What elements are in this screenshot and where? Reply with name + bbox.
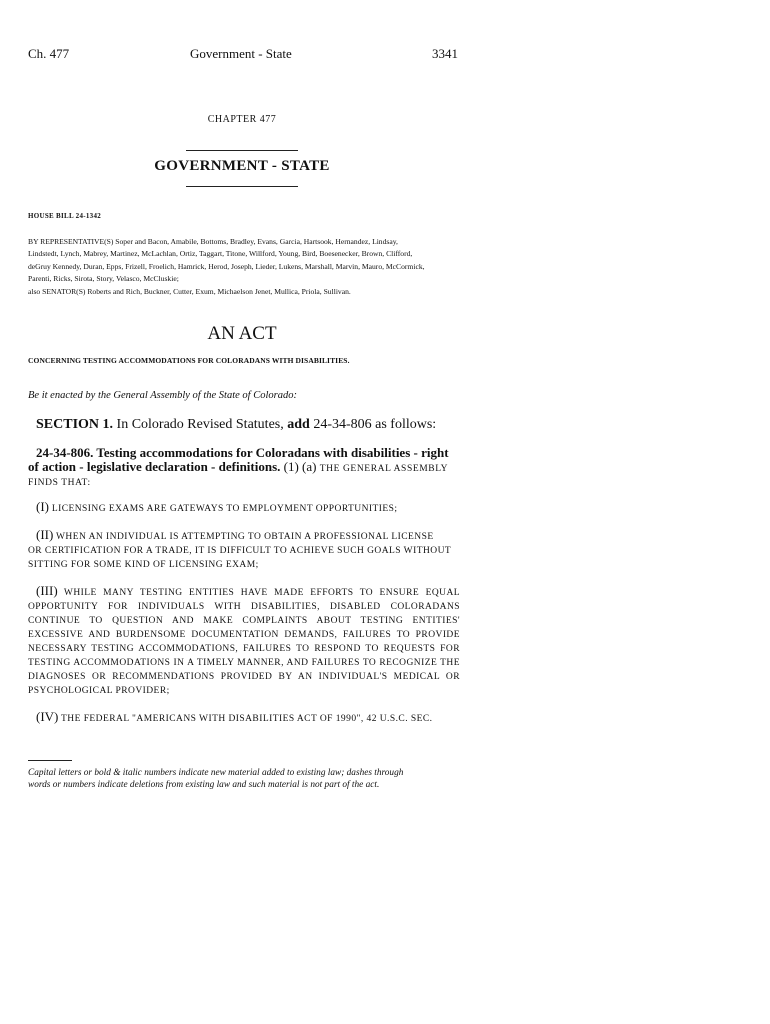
- finding-paragraph-i: [28, 500, 460, 516]
- footnote: [28, 767, 468, 791]
- statute-heading-bold: of action - legislative declaration - definitions.: [28, 459, 281, 474]
- sponsors-line: Parenti, Ricks, Sirota, Story, Velasco, McCluskie;: [28, 274, 179, 284]
- footnote-line: Capital letters or bold & italic numbers indicate new material added to existing law; dashes through: [28, 768, 404, 778]
- sponsors-line: Lindstedt, Lynch, Mabrey, Martinez, McLachlan, Ortiz, Taggart, Titone, Willford, Young, Bird, Boesenecker, Brown, Clifford,: [28, 249, 413, 259]
- running-title: Government - State: [190, 46, 292, 61]
- paragraph-number: (I): [36, 499, 49, 514]
- subsection-number: (1) (a): [280, 459, 320, 474]
- finding-paragraph-iv: [28, 710, 460, 726]
- section-1-intro: [36, 417, 436, 433]
- statute-heading-line: 24-34-806. Testing accommodations for Coloradans with disabilities - right: [36, 445, 449, 460]
- finding-paragraph-ii: [28, 528, 460, 572]
- chapter-label: CHAPTER 477: [207, 114, 277, 125]
- chapter-number: Ch. 477: [28, 46, 70, 61]
- section-text: In Colorado Revised Statutes,: [113, 417, 288, 432]
- paragraph-line: WHILE MANY TESTING ENTITIES HAVE MADE EFFORTS TO ENSURE EQUAL: [63, 588, 461, 598]
- footnote-line: words or numbers indicate deletions from existing law and such material is not part of the act.: [28, 780, 380, 790]
- sponsors-line: deGruy Kennedy, Duran, Epps, Frizell, Froelich, Hamrick, Herod, Joseph, Lieder, Lukens, Marshall, Marvin, Mauro, McCormick,: [28, 261, 425, 271]
- statute-heading: [28, 446, 460, 490]
- add-keyword: add: [287, 417, 310, 432]
- sponsors-line: BY REPRESENTATIVE(S) Soper and Bacon, Amabile, Bottoms, Bradley, Evans, Garcia, Hartsook, Hernandez, Lindsay,: [28, 237, 398, 246]
- paragraph-line: NECESSARY TESTING ACCOMMODATIONS, FAILURES TO RESPOND TO REQUESTS FOR: [28, 644, 460, 654]
- page-header: [28, 46, 458, 66]
- section-label: SECTION 1.: [36, 417, 114, 432]
- sponsors-line: also SENATOR(S) Roberts and Rich, Buckner, Cutter, Exum, Michaelson Jenet, Mullica, Priola, Sullivan.: [28, 286, 351, 296]
- paragraph-line: CONTINUE TO QUESTION AND MAKE COMPLAINTS ABOUT TESTING ENTITIES': [28, 616, 460, 626]
- page-number: 3341: [432, 46, 458, 61]
- act-title: AN ACT: [207, 323, 277, 344]
- paragraph-line: TESTING ACCOMMODATIONS IN A TIMELY MANNER, AND FAILURES TO RECOGNIZE THE: [28, 658, 460, 668]
- statute-heading-line: [28, 460, 460, 476]
- paragraph-number: (II): [36, 527, 54, 542]
- paragraph-line: EXCESSIVE AND BURDENSOME DOCUMENTATION DEMANDS, FAILURES TO PROVIDE: [28, 630, 460, 640]
- footnote-rule: [28, 760, 72, 761]
- paragraph-number: (IV): [36, 709, 59, 724]
- paragraph-line: DIAGNOSES OR RECOMMENDATIONS PROVIDED BY AN INDIVIDUAL'S MEDICAL OR: [28, 672, 460, 682]
- paragraph-number: (III): [36, 583, 58, 598]
- title-rule-bottom: [186, 186, 298, 187]
- paragraph-line: PSYCHOLOGICAL PROVIDER;: [28, 686, 170, 696]
- statute-heading-line: FINDS THAT:: [28, 478, 91, 488]
- bill-id: HOUSE BILL 24-1342: [28, 212, 102, 220]
- section-text: 24-34-806 as follows:: [309, 417, 437, 432]
- paragraph-line: OPPORTUNITY FOR INDIVIDUALS WITH DISABILITIES, DISABLED COLORADANS: [28, 602, 460, 612]
- title-rule-top: [186, 150, 298, 151]
- paragraph-line: SITTING FOR SOME KIND OF LICENSING EXAM;: [28, 560, 259, 570]
- sponsors-list: [28, 236, 460, 298]
- chapter-title: GOVERNMENT - STATE: [154, 158, 330, 174]
- paragraph-line: LICENSING EXAMS ARE GATEWAYS TO EMPLOYMENT OPPORTUNITIES;: [51, 504, 398, 514]
- paragraph-line: OR CERTIFICATION FOR A TRADE, IT IS DIFFICULT TO ACHIEVE SUCH GOALS WITHOUT: [28, 546, 452, 556]
- finding-paragraph-iii: [28, 584, 460, 698]
- paragraph-line: WHEN AN INDIVIDUAL IS ATTEMPTING TO OBTAIN A PROFESSIONAL LICENSE: [55, 532, 434, 542]
- paragraph-line: THE FEDERAL "AMERICANS WITH DISABILITIES ACT OF 1990", 42 U.S.C. SEC.: [61, 714, 433, 724]
- statute-heading-caps: THE GENERAL ASSEMBLY: [319, 464, 449, 474]
- concerning-clause: CONCERNING TESTING ACCOMMODATIONS FOR COLORADANS WITH DISABILITIES.: [28, 356, 350, 365]
- enacting-clause: Be it enacted by the General Assembly of the State of Colorado:: [28, 390, 297, 401]
